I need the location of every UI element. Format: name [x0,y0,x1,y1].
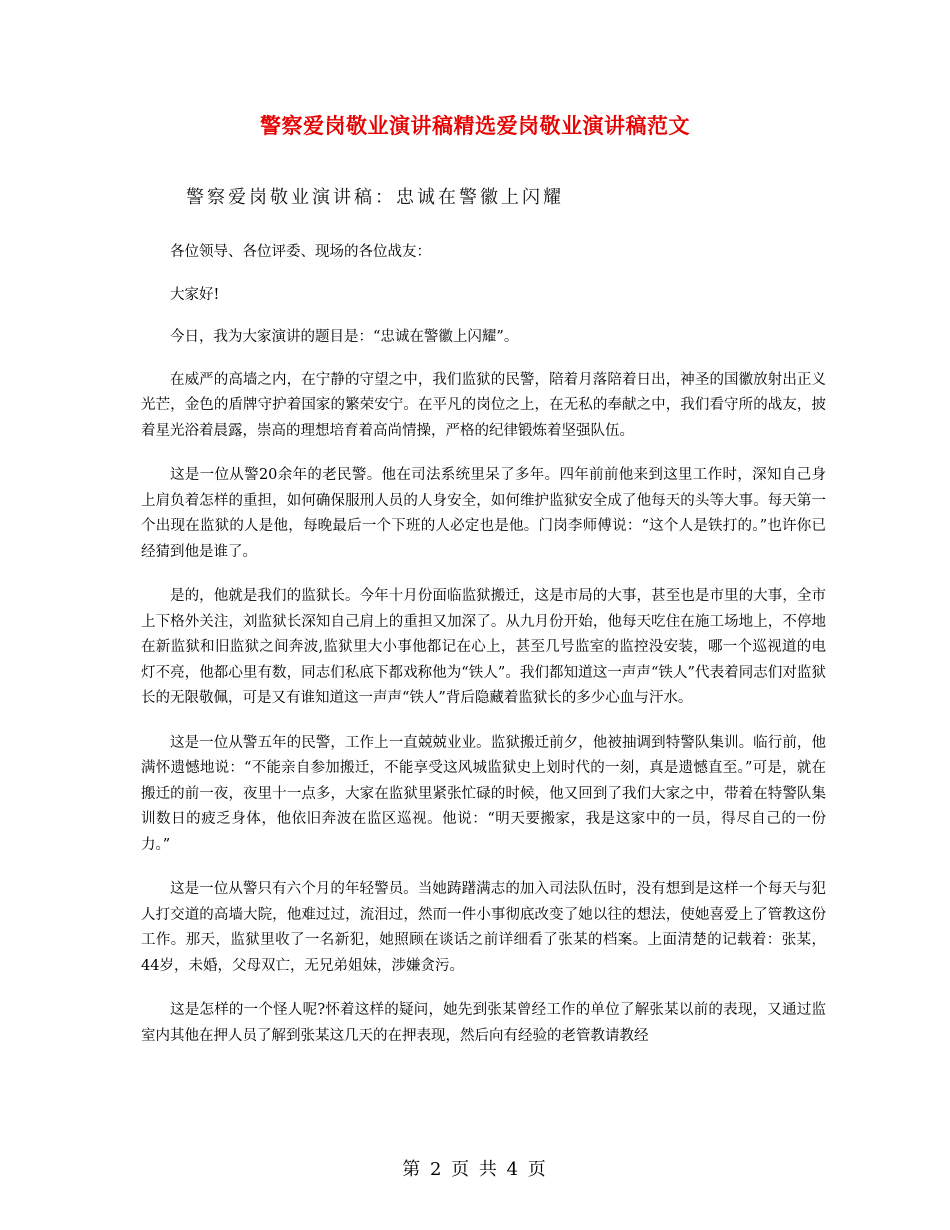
body-paragraph: 这是一位从警五年的民警，工作上一直兢兢业业。监狱搬迁前夕，他被抽调到特警队集训。临行前，他满怀遗憾地说：“不能亲自参加搬迁，不能享受这风城监狱史上划时代的一刻，真是遗憾直至。”可是，就在搬迁的前一夜，夜里十一点多，大家在监狱里紧张忙碌的时候，他又回到了我们大家之中，带着在特警队集训数日的疲乏身体，他依旧奔波在监区巡视。他说：“明天要搬家，我是这家中的一员，得尽自己的一份力。” [141,734,826,853]
body-paragraph: 这是怎样的一个怪人呢?怀着这样的疑问，她先到张某曾经工作的单位了解张某以前的表现，又通过监室内其他在押人员了解到张某这几天的在押表现，然后向有经验的老管教请教经 [141,1002,826,1044]
salutation-paragraph: 各位领导、各位评委、现场的各位战友： [170,244,431,260]
body-paragraph: 这是一位从警20余年的老民警。他在司法系统里呆了多年。四年前前他来到这里工作时，深知自己身上肩负着怎样的重担，如何确保服刑人员的人身安全，如何维护监狱安全成了他每天的头等大事。每天第一个出现在监狱的人是他，每晚最后一个下班的人必定也是他。门岗李师傅说：“这个人是铁打的。”也许你已经猜到他是谁了。 [141,467,826,560]
page-number: 第 2 页 共 4 页 [402,1159,548,1180]
document-subtitle: 警察爱岗敬业演讲稿：忠诚在警徽上闪耀 [186,187,564,208]
body-paragraph: 在威严的高墙之内，在宁静的守望之中，我们监狱的民警，陪着月落陪着日出，神圣的国徽放射出正义光芒，金色的盾牌守护着国家的繁荣安宁。在平凡的岗位之上，在无私的奉献之中，我们看守所的战友，披着星光浴着晨露，崇高的理想培育着高尚情操，严格的纪律锻炼着坚强队伍。 [141,371,826,439]
body-paragraph: 是的，他就是我们的监狱长。今年十月份面临监狱搬迁，这是市局的大事，甚至也是市里的大事，全市上下格外关注，刘监狱长深知自己肩上的重担又加深了。从九月份开始，他每天吃住在施工场地上，不停地在新监狱和旧监狱之间奔波,监狱里大小事他都记在心上，甚至几号监室的监控没安装，哪一个巡视道的电灯不亮，他都心里有数，同志们私底下都戏称他为“铁人”。我们都知道这一声声“铁人”代表着同志们对监狱长的无限敬佩，可是又有谁知道这一声声“铁人”背后隐藏着监狱长的多少心血与汗水。 [141,588,826,706]
body-paragraph: 这是一位从警只有六个月的年轻警员。当她踌躇满志的加入司法队伍时，没有想到是这样一个每天与犯人打交道的高墙大院，他难过过，流泪过，然而一件小事彻底改变了她以往的想法，使她喜爱上了管教这份工作。那天，监狱里收了一名新犯，她照顾在谈话之前详细看了张某的档案。上面清楚的记载着：张某，44岁，未婚，父母双亡，无兄弟姐妹，涉嫌贪污。 [141,881,826,974]
document-body [141,240,826,1068]
document-title: 警察爱岗敬业演讲稿精选爱岗敬业演讲稿范文 [260,113,690,138]
topic-paragraph: 今日，我为大家演讲的题目是：“忠诚在警徽上闪耀”。 [170,329,519,345]
greeting-paragraph: 大家好! [170,286,220,303]
